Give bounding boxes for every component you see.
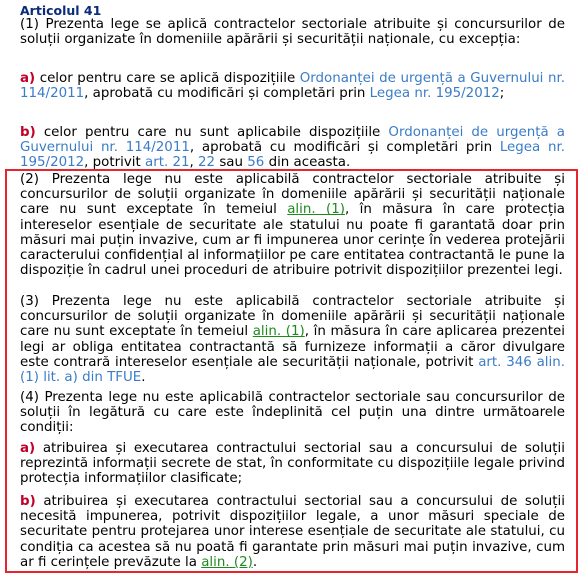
link-art-21[interactable]: art. 21 — [145, 155, 190, 171]
paragraph-3-text-3: . — [141, 370, 146, 386]
point-a-label: a) — [20, 71, 36, 86]
point-b-text-5: sau — [215, 155, 248, 171]
paragraph-1-text: (1) Prezenta lege se aplică contractelor sectoriale atribuite și concursurilor de soluții organizate în domeniile apărării și securității naționale, cu excepția: — [20, 17, 565, 48]
point-b-label: b) — [20, 125, 36, 140]
article-title: Articolul 41 — [20, 3, 102, 18]
link-art-346-tfue[interactable]: art. 346 alin. (1) lit. a) din TFUE — [20, 354, 565, 386]
point-b-text: celor pentru care nu sunt aplicabile dispozițiile — [35, 125, 389, 140]
paragraph-4-text: (4) Prezenta lege nu este aplicabilă contractelor sectoriale sau concursurilor de soluții în legătură cu care este îndeplinită cel puțin una dintre următoarele condiții: — [20, 390, 565, 436]
point-b-label: b) — [20, 494, 36, 509]
point-b-text-4: , — [189, 155, 199, 171]
paragraph-3-text: (3) Prezenta lege nu este aplicabilă contractelor sectoriale atribuite și concursurilor de soluții organizate în domeniile apărării și securității naționale care nu sunt exceptate în temeiul — [20, 294, 565, 340]
paragraph-3-text-2: , în măsura în care aplicarea prezentei legi ar obliga entitatea contractantă să furnizeze informații a căror divulgare este contrară intereselor esențiale ale securității naționale, potrivit — [20, 324, 566, 370]
paragraph-3 — [20, 294, 565, 385]
paragraph-2-text: (2) Prezenta lege nu este aplicabilă contractelor sectoriale atribuite și concursurilor de soluții organizate în domeniile apărării și securității naționale care nu sunt exceptate în temeiul — [20, 172, 565, 218]
link-art-22[interactable]: 22 — [198, 155, 216, 171]
point-a-4 — [20, 441, 565, 487]
point-b-1 — [20, 125, 565, 171]
point-a-1 — [20, 71, 565, 101]
paragraph-1 — [20, 17, 565, 47]
link-alin-1[interactable]: alin. (1) — [287, 202, 345, 218]
point-b-4-text: atribuirea și executarea contractului sectorial sau a concursului de soluții necesită impunerea, potrivit dispozițiilor legale, a unor măsuri speciale de securitate pentru protejarea unor interese esențiale de securitate ale statului, cu condiția ca acestea să nu poată fi garantate prin măsuri mai puțin invazive, cum ar fi cerințele prevăzute la — [20, 494, 565, 570]
link-alin-1[interactable]: alin. (1) — [252, 324, 305, 340]
point-b-4 — [20, 494, 565, 570]
link-alin-2[interactable]: alin. (2) — [201, 554, 253, 570]
link-oug-114-2011[interactable]: Ordonanței de urgență a Guvernului nr. 114/2011 — [20, 71, 565, 102]
point-a-label: a) — [20, 441, 36, 456]
point-a-text-3: ; — [499, 86, 505, 102]
point-a-text-2: , aprobată cu modificări și completări prin — [84, 86, 370, 102]
link-oug-114-2011[interactable]: Ordonanței de urgență a Guvernului nr. 114/2011 — [20, 125, 565, 156]
paragraph-2-text-2: , în măsura în care protecția intereselor esențiale de securitate ale statului nu poate fi garantată doar prin măsuri mai puțin invazive, cum ar fi impunerea unor cerințe în vederea protejării caracterului confidențial al informațiilor pe care entitatea contractantă le pune la dispoziție în cadrul unei proceduri de atribuire potrivit dispozițiilor prezentei legi. — [20, 202, 566, 279]
paragraph-4 — [20, 390, 565, 436]
link-legea-195-2012[interactable]: Legea nr. 195/2012 — [369, 86, 500, 102]
link-art-56[interactable]: 56 — [247, 155, 265, 171]
paragraph-2 — [20, 172, 565, 278]
point-b-text-6: din aceasta. — [264, 155, 351, 171]
point-a-4-text: atribuirea și executarea contractului sectorial sau a concursului de soluții reprezintă informații secrete de stat, în conformitate cu dispozițiile legale privind protecția informațiilor clasificate; — [20, 441, 565, 487]
point-a-text: celor pentru care se aplică dispozițiile — [35, 71, 300, 86]
link-legea-195-2012[interactable]: Legea nr. 195/2012 — [20, 140, 565, 171]
point-b-4-text-2: . — [252, 554, 258, 570]
point-b-text-3: , potrivit — [84, 155, 145, 171]
point-b-text-2: , aprobată cu modificări și completări prin — [189, 140, 500, 156]
